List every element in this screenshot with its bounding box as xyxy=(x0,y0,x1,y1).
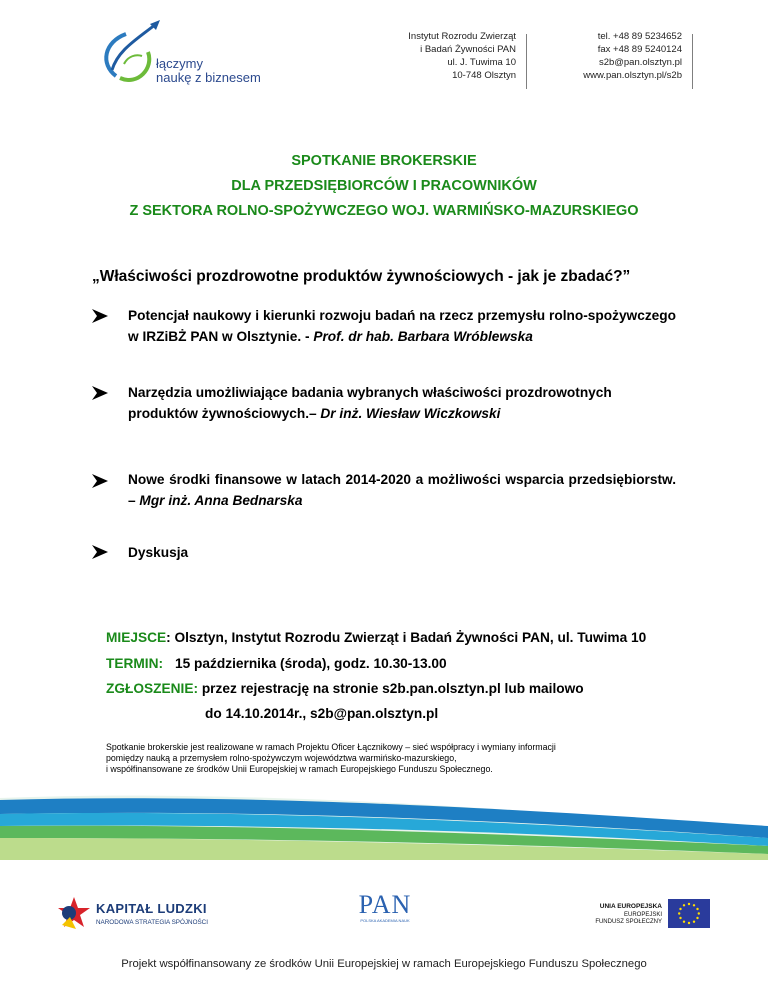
place-line xyxy=(106,630,646,645)
eu-flag-icon xyxy=(668,899,710,928)
contact-info xyxy=(512,30,682,82)
website-link[interactable]: www.pan.olsztyn.pl/s2b xyxy=(583,70,682,81)
agenda-item-4 xyxy=(128,542,676,563)
registration-label: ZGŁOSZENIE: xyxy=(106,681,199,696)
date-line xyxy=(106,656,447,671)
agenda-item-author: Mgr inż. Anna Bednarska xyxy=(139,493,303,508)
agenda-item-text: Narzędzia umożliwiające badania wybranych właściwości prozdrowotnych produktów żywnościowych.– xyxy=(128,385,612,421)
kl-title: KAPITAŁ LUDZKI xyxy=(96,901,207,916)
project-note xyxy=(106,742,706,775)
institute-line: Instytut Rozrodu Zwierząt xyxy=(408,31,516,42)
registration-line2: do 14.10.2014r., s2b@pan.olsztyn.pl xyxy=(205,706,439,721)
arrow-bullet-icon xyxy=(92,386,108,400)
eu-title: UNIA EUROPEJSKA xyxy=(599,903,662,910)
institute-line: i Badań Żywności PAN xyxy=(420,44,516,55)
agenda-item-1 xyxy=(128,305,676,347)
title-line3: Z SEKTORA ROLNO-SPOŻYWCZEGO WOJ. WARMIŃSKO-MAZURSKIEGO xyxy=(129,203,639,219)
note-line: pomiędzy nauką a przemysłem rolno-spożywczym województwa warmińsko-mazurskiego, xyxy=(106,753,457,763)
kapital-ludzki-icon xyxy=(56,895,92,931)
institute-line: ul. J. Tuwima 10 xyxy=(447,57,516,68)
agenda-item-3 xyxy=(128,469,676,511)
registration-value: przez rejestrację na stronie s2b.pan.olsztyn.pl lub mailowo xyxy=(198,681,584,696)
institute-line: 10-748 Olsztyn xyxy=(452,70,516,81)
institute-address xyxy=(356,30,516,82)
place-label: MIEJSCE xyxy=(106,630,167,645)
decorative-wave xyxy=(0,780,768,860)
arrow-bullet-icon xyxy=(92,309,108,323)
eu-fund xyxy=(595,912,662,926)
note-line: i współfinansowane ze środków Unii Europejskiej w ramach Europejskiego Funduszu Społecznego. xyxy=(106,764,493,774)
footer-text: Projekt współfinansowany ze środków Unii Europejskiej w ramach Europejskiego Funduszu Społecznego xyxy=(121,958,647,970)
logo-text-line2: naukę z biznesem xyxy=(156,70,261,85)
title-line1: SPOTKANIE BROKERSKIE xyxy=(291,153,477,169)
eu-fund-line: EUROPEJSKI xyxy=(623,912,662,918)
note-line: Spotkanie brokerskie jest realizowane w ramach Projektu Oficer Łącznikowy – sieć współpracy i wymiany informacji xyxy=(106,742,556,752)
eu-logo xyxy=(560,895,720,935)
kl-subtitle: NARODOWA STRATEGIA SPÓJNOŚCI xyxy=(96,919,208,926)
registration-line xyxy=(106,681,584,696)
logo-text-line1: łączymy xyxy=(156,56,203,71)
arrow-bullet-icon xyxy=(92,545,108,559)
agenda-item-author: Prof. dr hab. Barbara Wróblewska xyxy=(313,329,533,344)
divider xyxy=(692,34,693,89)
agenda-item-text: Potencjał naukowy i kierunki rozwoju badań na rzecz przemysłu rolno-spożywczego w IRZiBŻ PAN w Olsztynie. - xyxy=(128,308,676,344)
email-link[interactable]: s2b@pan.olsztyn.pl xyxy=(598,57,682,68)
s2b-logo xyxy=(98,20,278,90)
date-value: 15 października (środa), godz. 10.30-13.00 xyxy=(175,656,447,671)
agenda-item-text: Dyskusja xyxy=(128,545,189,560)
pan-logo xyxy=(350,890,420,950)
agenda-item-text: Nowe środki finansowe w latach 2014-2020 a możliwości wsparcia przedsiębiorstw. – xyxy=(128,472,676,508)
arrow-bullet-icon xyxy=(92,474,108,488)
place-value: : Olsztyn, Instytut Rozrodu Zwierząt i Badań Żywności PAN, ul. Tuwima 10 xyxy=(166,630,647,645)
title-line2: DLA PRZEDSIĘBIORCÓW I PRACOWNIKÓW xyxy=(231,178,537,194)
pan-subtitle: POLSKA AKADEMIA NAUK xyxy=(360,918,410,923)
topic-heading: „Właściwości prozdrowotne produktów żywnościowych - jak je zbadać?” xyxy=(92,268,631,285)
agenda-item-2 xyxy=(128,382,676,424)
fax: fax +48 89 5240124 xyxy=(597,44,682,55)
eu-fund-line: FUNDUSZ SPOŁECZNY xyxy=(595,919,662,925)
phone: tel. +48 89 5234652 xyxy=(597,31,682,42)
agenda-item-author: Dr inż. Wiesław Wiczkowski xyxy=(320,406,501,421)
date-label: TERMIN: xyxy=(106,656,164,671)
pan-wordmark: PAN xyxy=(358,890,412,919)
kapital-ludzki-logo xyxy=(56,895,226,935)
